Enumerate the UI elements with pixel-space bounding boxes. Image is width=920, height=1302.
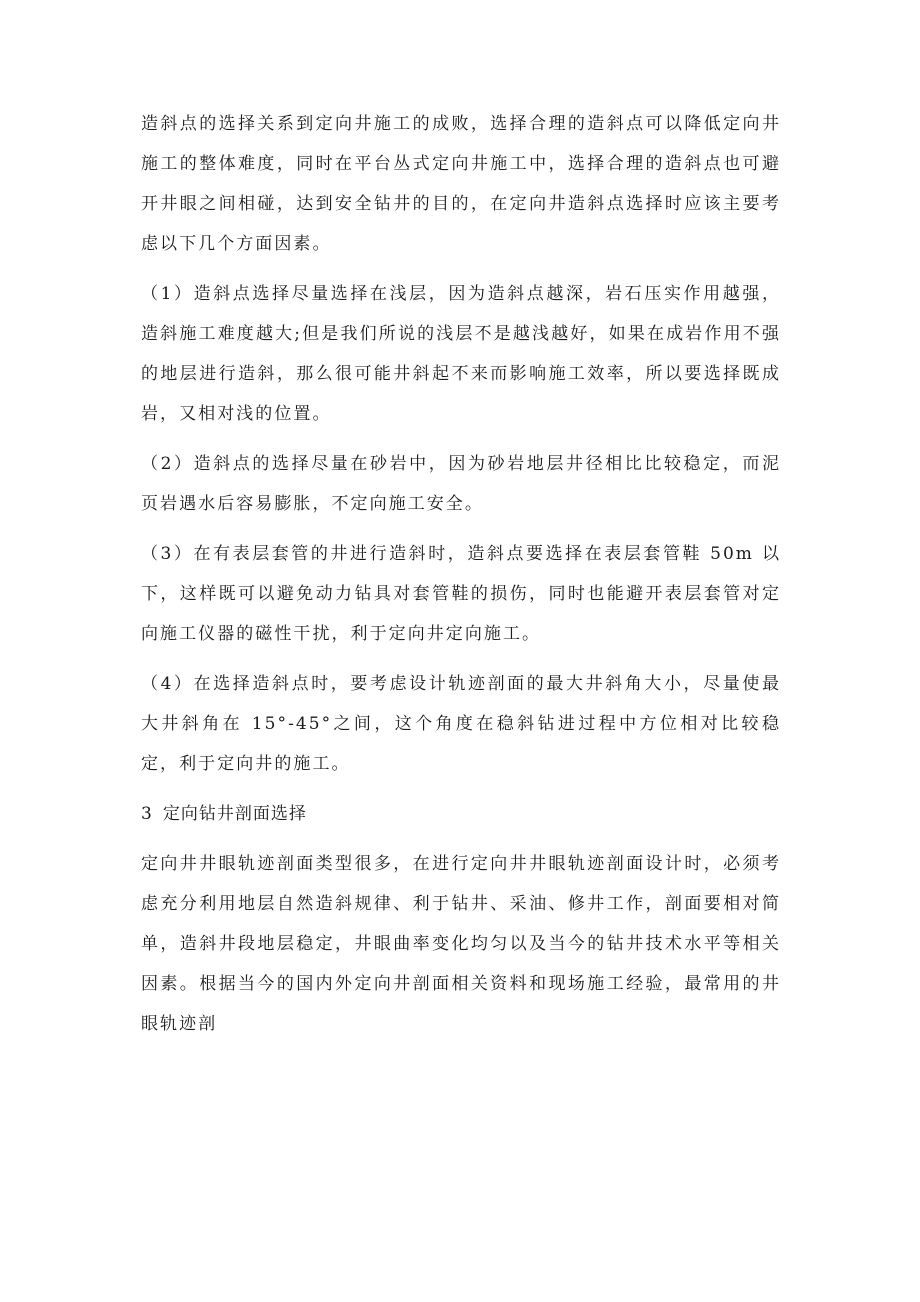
section-title: 定向钻井剖面选择 [162, 804, 307, 824]
paragraph-item-4: （4）在选择造斜点时，要考虑设计轨迹剖面的最大井斜角大小，尽量使最大井斜角在 15°-45°之间，这个角度在稳斜钻进过程中方位相对比较稳定，利于定向井的施工。 [141, 674, 781, 774]
paragraph-profile-selection: 定向井井眼轨迹剖面类型很多，在进行定向井井眼轨迹剖面设计时，必须考虑充分利用地层自然造斜规律、利于钻井、采油、修井工作，剖面要相对简单，造斜井段地层稳定，井眼曲率变化均匀以及当今的钻井技术水平等相关因素。根据当今的国内外定向井剖面相关资料和现场施工经验，最常用的井眼轨迹剖 [141, 854, 781, 1034]
paragraph-kickoff-intro: 造斜点的选择关系到定向井施工的成败，选择合理的造斜点可以降低定向井施工的整体难度，同时在平台丛式定向井施工中，选择合理的造斜点也可避开井眼之间相碰，达到安全钻井的目的，在定向井造斜点选择时应该主要考虑以下几个方面因素。 [141, 114, 781, 254]
paragraph-item-2: （2）造斜点的选择尽量在砂岩中，因为砂岩地层井径相比比较稳定，而泥页岩遇水后容易膨胀，不定向施工安全。 [141, 454, 781, 514]
section-heading [141, 794, 781, 834]
paragraph-item-1: （1）造斜点选择尽量选择在浅层，因为造斜点越深，岩石压实作用越强，造斜施工难度越大;但是我们所说的浅层不是越浅越好，如果在成岩作用不强的地层进行造斜，那么很可能井斜起不来而影响施工效率，所以要选择既成岩，又相对浅的位置。 [141, 284, 781, 424]
paragraph-item-3: （3）在有表层套管的井进行造斜时，造斜点要选择在表层套管鞋 50m 以下，这样既可以避免动力钻具对套管鞋的损伤，同时也能避开表层套管对定向施工仪器的磁性干扰，利于定向井定向施工。 [141, 544, 781, 644]
document-body [141, 104, 781, 1044]
section-number: 3 [141, 804, 153, 824]
